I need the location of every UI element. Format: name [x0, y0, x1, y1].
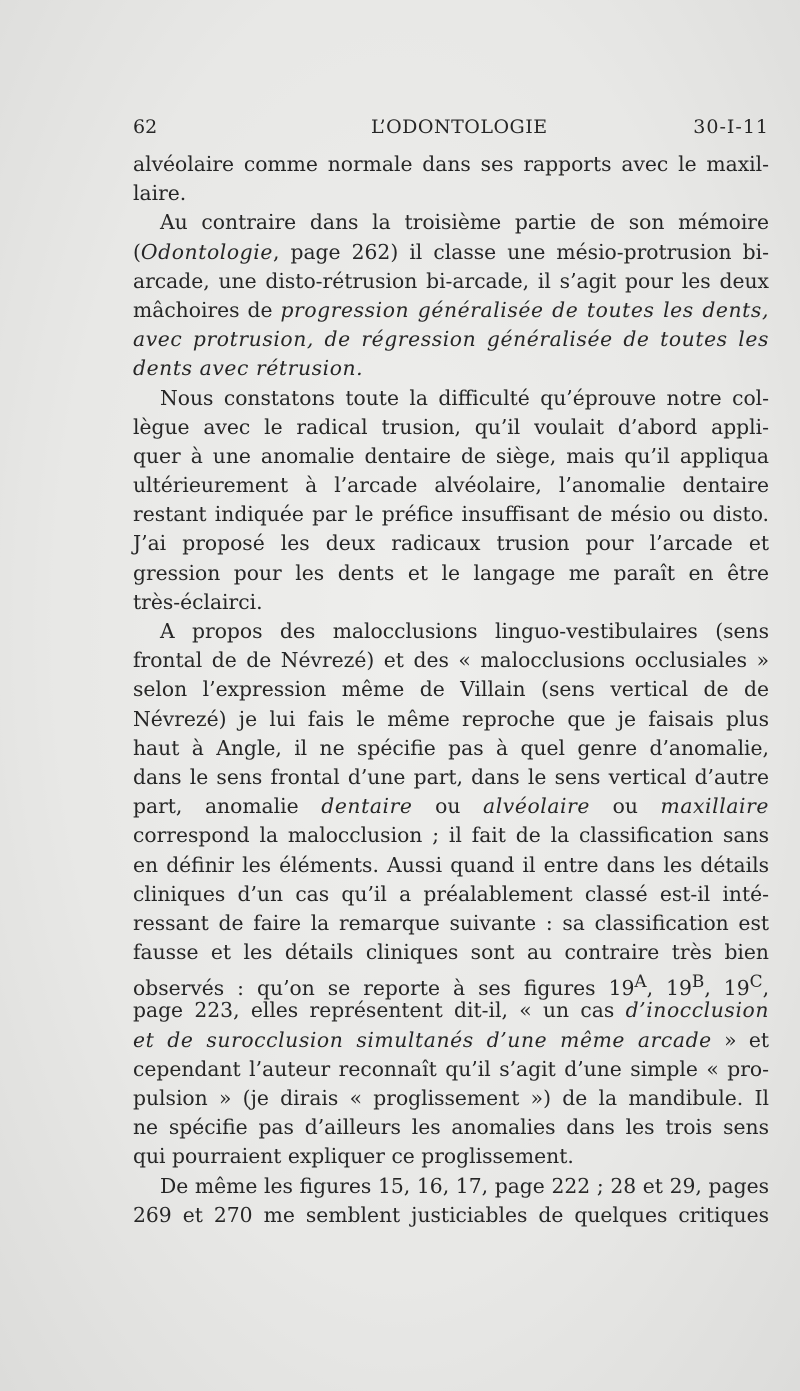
text-line: très-éclairci.	[133, 589, 263, 614]
text-line: Nous constatons toute la difficulté qu’éprouve notre col-	[160, 385, 769, 410]
journal-reference: Odontologie	[140, 239, 273, 264]
text-line	[133, 354, 769, 383]
text-line: cependant l’auteur reconnaît qu’il s’agit d’une simple « pro-	[133, 1056, 769, 1081]
figure-suffix: C	[749, 971, 763, 992]
figure-suffix: B	[691, 971, 705, 992]
text-line: observés : qu’on se reporte à ses figures $19^A$, $19^B$, $19^C$,	[133, 971, 770, 1001]
journal-title: L’ODONTOLOGIE	[371, 116, 548, 138]
figure-suffix: A	[634, 971, 647, 992]
page-number: 62	[133, 116, 158, 138]
text-line: fausse et les détails cliniques sont au contraire très bien	[133, 940, 769, 965]
emphasis-text: d’inocclusion	[625, 998, 769, 1023]
text-line: dans le sens frontal d’une part, dans le sens vertical d’autre	[133, 764, 769, 789]
text-line	[133, 325, 769, 354]
text-line: frontal de de Névrezé) et des « malocclusions occlusiales »	[133, 648, 769, 673]
text-line: page 223, elles représentent dit-il, « un cas d’inocclusion	[133, 998, 769, 1023]
text-line: ultérieurement à l’arcade alvéolaire, l’anomalie dentaire	[133, 473, 769, 498]
emphasis-text: maxillaire	[660, 794, 769, 819]
text-line: lègue avec le radical trusion, qu’il voulait d’abord appli-	[133, 414, 769, 439]
emphasis-text: progression généralisée de toutes les dents,	[280, 297, 769, 322]
body-text	[133, 150, 769, 1230]
text-line: haut à Angle, il ne spécifie pas à quel genre d’anomalie,	[133, 735, 769, 760]
text-line: Au contraire dans la troisième partie de son mémoire	[160, 210, 769, 235]
text-line: Névrezé) je lui fais le même reproche que je faisais plus	[133, 706, 769, 731]
text-line: en définir les éléments. Aussi quand il entre dans les détails	[133, 852, 769, 877]
text-line: De même les figures 15, 16, 17, page 222 ; 28 et 29, pages	[160, 1173, 769, 1198]
emphasis-text: avec protrusion, de régression généralisée de toutes les	[133, 327, 769, 352]
text-line: (Odontologie, page 262) il classe une mésio-protrusion bi-	[133, 239, 769, 264]
text-line: selon l’expression même de Villain (sens vertical de de	[133, 677, 769, 702]
text-line: restant indiquée par le préfice insuffisant de mésio ou disto.	[133, 502, 769, 527]
text-line: pulsion » (je dirais « proglissement ») de la mandibule. Il	[133, 1086, 769, 1110]
text-line: ne spécifie pas d’ailleurs les anomalies dans les trois sens	[133, 1115, 769, 1140]
text-line: cliniques d’un cas qu’il a préalablement classé est-il inté-	[133, 881, 769, 906]
text-line: ressant de faire la remarque suivante : sa classification est	[133, 910, 769, 935]
emphasis-text: et de surocclusion simultanés d’une même arcade	[133, 1027, 712, 1052]
text-line: mâchoires de progression généralisée de toutes les dents,	[133, 297, 769, 322]
text-line: gression pour les dents et le langage me paraît en être	[133, 560, 769, 585]
issue-date: 30-I-11	[693, 116, 769, 138]
running-header	[133, 116, 769, 146]
text-line: alvéolaire comme normale dans ses rapports avec le maxil-	[133, 152, 769, 176]
text-line: 269 et 270 me semblent justiciables de quelques critiques	[133, 1202, 769, 1227]
text-line: arcade, une disto-rétrusion bi-arcade, il s’agit pour les deux	[133, 268, 769, 293]
text-line: laire.	[133, 181, 187, 206]
text-line: A propos des malocclusions linguo-vestibulaires (sens	[160, 619, 769, 643]
text-line: correspond la malocclusion ; il fait de la classification sans	[133, 823, 769, 848]
text-line: et de surocclusion simultanés d’une même arcade » et	[133, 1027, 769, 1052]
text-line: part, anomalie dentaire ou alvéolaire ou maxillaire	[133, 794, 769, 819]
emphasis-text: dentaire	[321, 794, 413, 819]
text-line: quer à une anomalie dentaire de siège, mais qu’il appliqua	[133, 443, 769, 468]
emphasis-text: alvéolaire	[483, 794, 591, 819]
text-line: J’ai proposé les deux radicaux trusion pour l’arcade et	[133, 531, 769, 556]
emphasis-text: dents avec rétrusion.	[133, 356, 364, 381]
text-line: qui pourraient expliquer ce proglissement.	[133, 1144, 574, 1169]
